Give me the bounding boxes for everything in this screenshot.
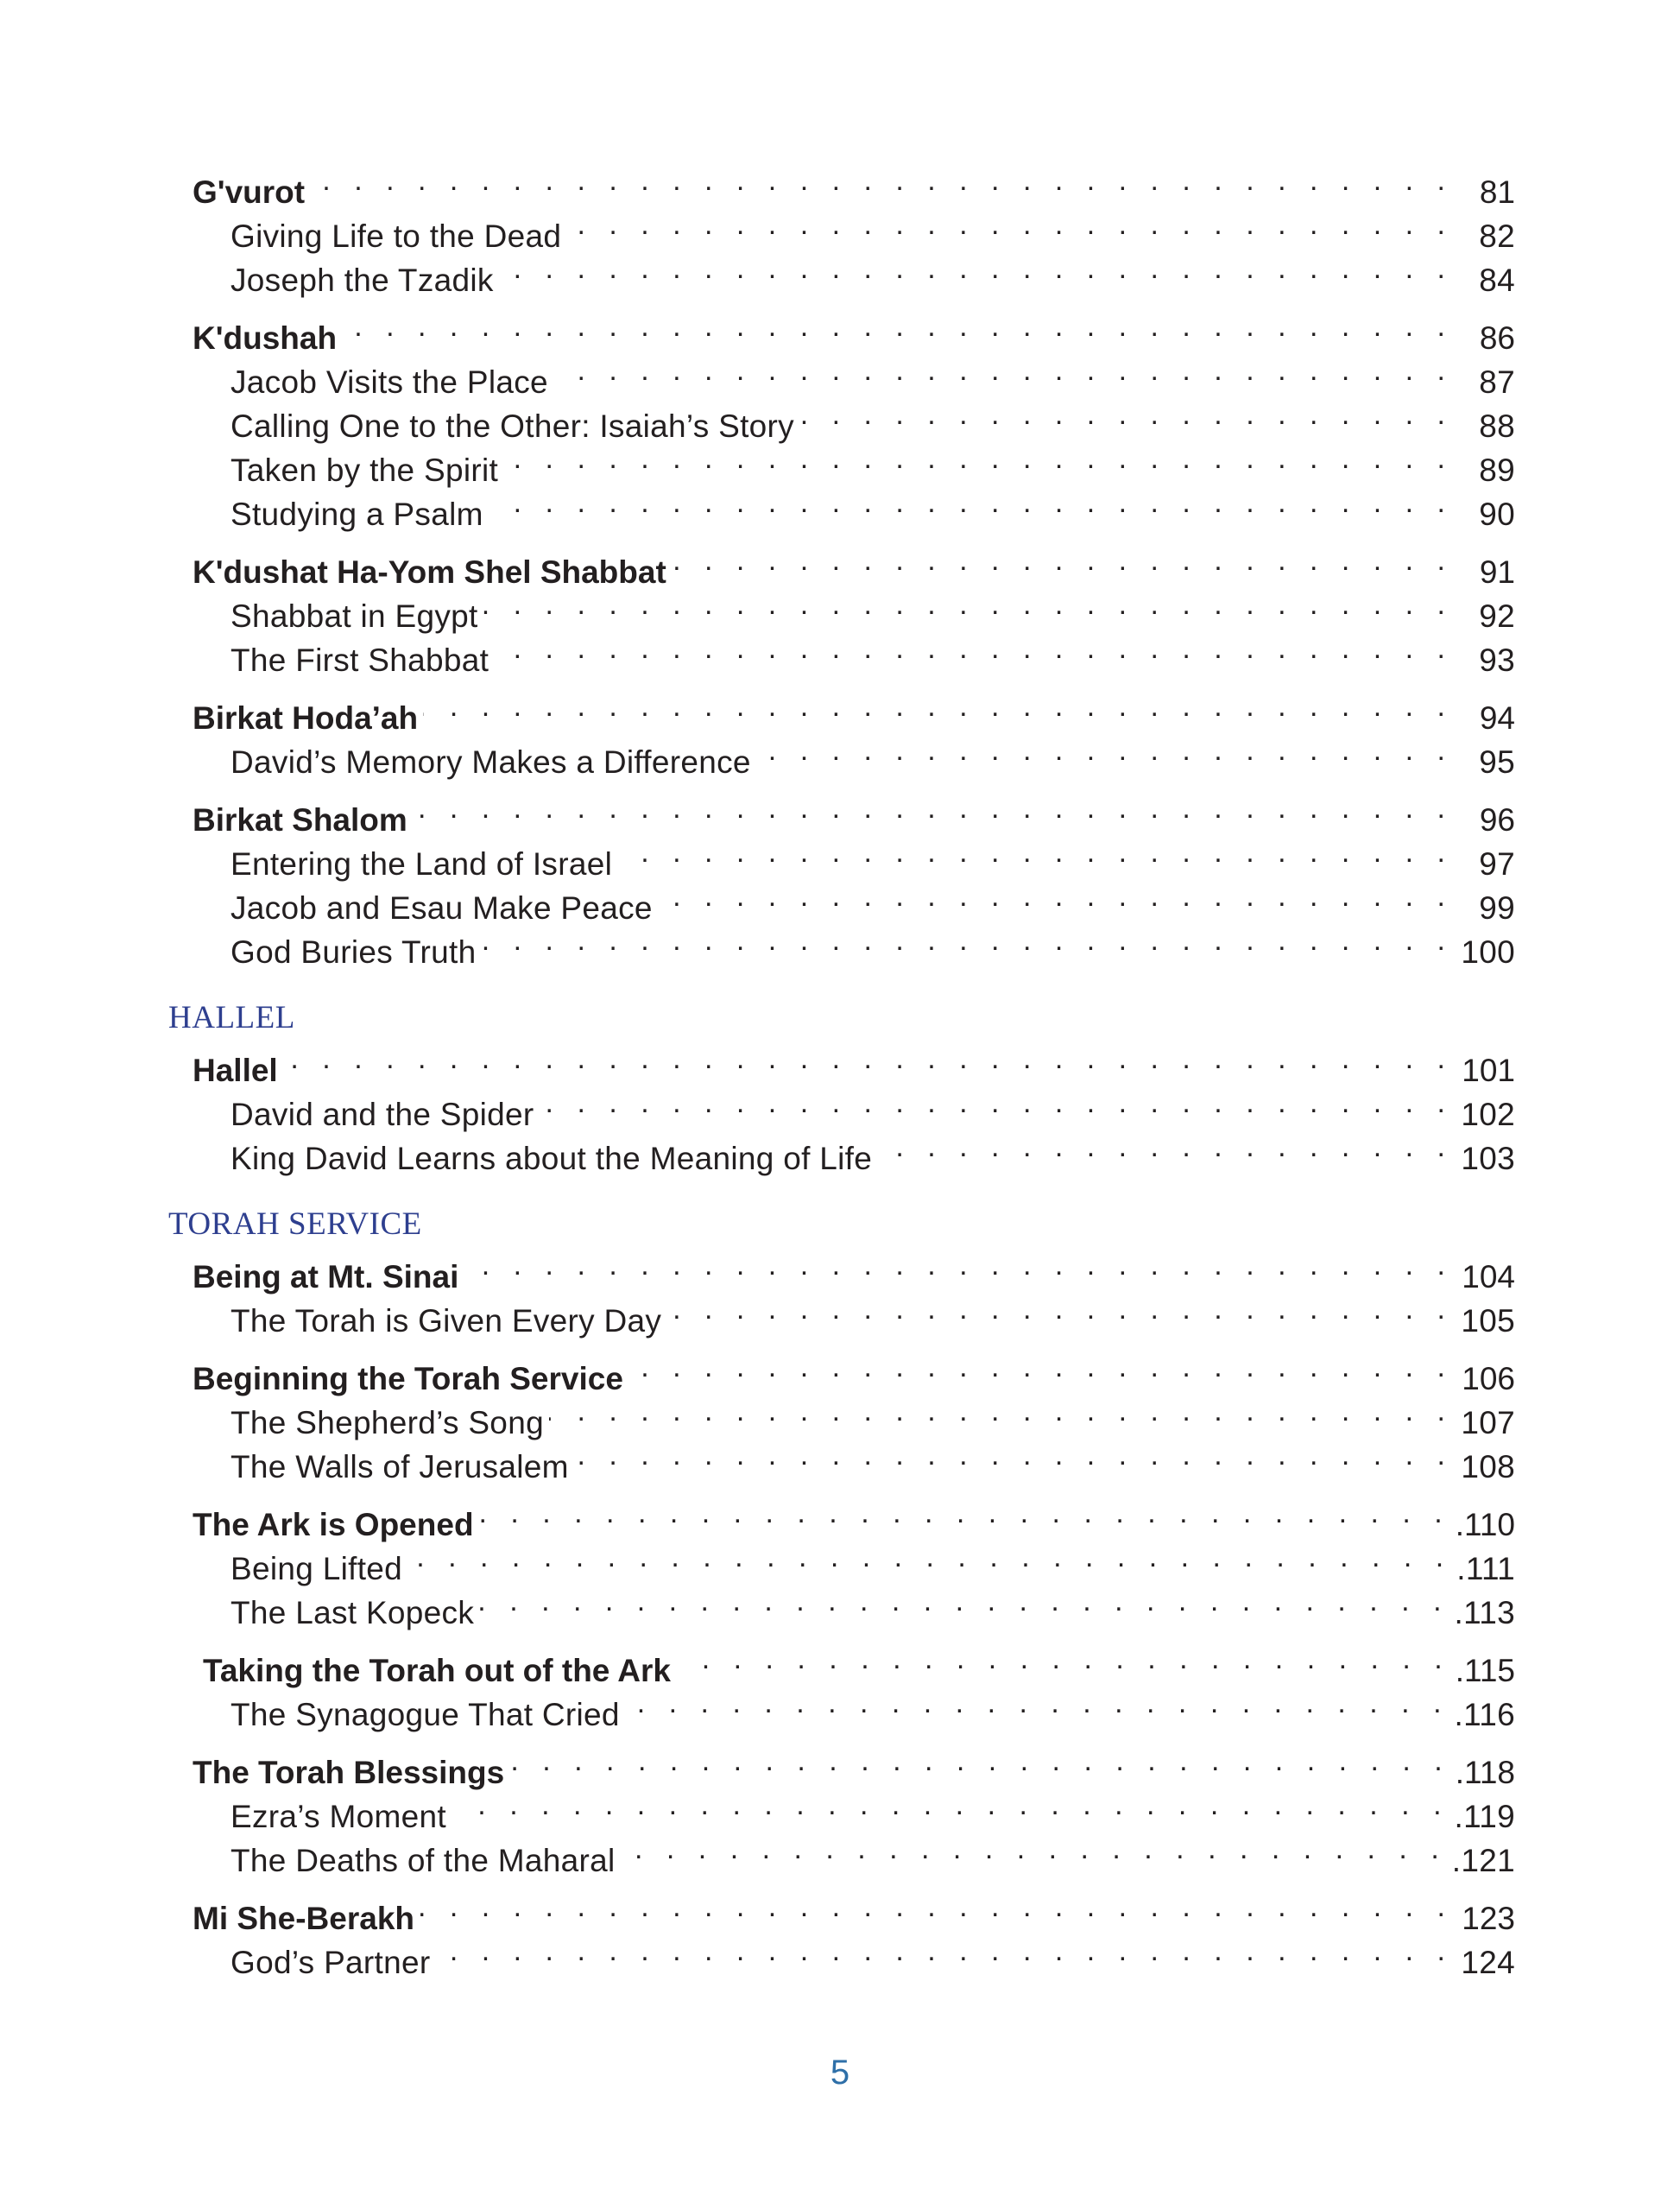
dot-leader [625,1681,1449,1725]
toc-entry-main[interactable] [168,787,1515,838]
dot-leader [621,1827,1447,1871]
toc-entry-main[interactable] [168,1244,1515,1294]
toc-entry-title: Birkat Shalom [193,802,407,838]
dot-leader [628,1345,1453,1389]
toc-entry-title: The Deaths of the Maharal [231,1843,616,1878]
dot-leader [479,1579,1449,1624]
toc-page-number: 101 [1462,1053,1515,1088]
toc-page-number: .113 [1454,1595,1515,1630]
table-of-contents [168,159,1515,1980]
dot-leader [464,1244,1453,1288]
toc-entry-title: God’s Partner [231,1945,431,1980]
toc-entry-sub[interactable] [168,1081,1515,1132]
dot-leader [499,247,1453,291]
toc-entry-title: Being Lifted [231,1551,403,1586]
dot-leader [482,919,1454,963]
toc-page-number: 108 [1461,1449,1515,1484]
dot-leader [494,627,1453,671]
toc-page-number: .111 [1456,1551,1515,1586]
toc-entry-main[interactable] [168,539,1515,590]
section-heading-torah-service: TORAH SERVICE [168,1206,422,1242]
toc-entry-title: Taken by the Spirit [231,453,499,488]
dot-leader [503,437,1453,481]
toc-entry-title: Birkat Hoda’ah [193,700,419,736]
dot-leader [574,1434,1453,1478]
toc-entry-title: David’s Memory Makes a Difference [231,744,751,780]
page-number: 5 [830,2054,850,2092]
toc-entry-main[interactable] [168,1491,1515,1542]
toc-entry-title: The Shepherd’s Song [231,1405,544,1440]
toc-entry-title: Being at Mt. Sinai [193,1259,459,1294]
dot-leader [479,1491,1450,1535]
toc-entry-title: K'dushat Ha-Yom Shel Shabbat [193,554,666,590]
section-heading-hallel: HALLEL [168,1000,295,1035]
toc-entry-sub[interactable] [168,349,1515,400]
toc-entry-title: Joseph the Tzadik [231,263,494,298]
toc-page-number: .110 [1455,1507,1515,1542]
dot-leader [423,685,1453,729]
dot-leader [489,481,1453,525]
toc-entry-title: The Last Kopeck [231,1595,475,1630]
toc-entry-main[interactable] [168,685,1515,736]
dot-leader [540,1081,1453,1125]
toc-page-number: 95 [1479,744,1515,780]
toc-entry-main[interactable] [168,1345,1515,1396]
dot-leader [420,1885,1453,1929]
toc-entry-title: Mi She-Berakh [193,1901,415,1936]
toc-page-number: 99 [1479,890,1515,926]
dot-leader [553,349,1453,393]
toc-page-number: 97 [1479,846,1515,882]
toc-page-number: .116 [1454,1697,1515,1732]
dot-leader [407,1535,1451,1579]
toc-entry-title: Jacob and Esau Make Peace [231,890,653,926]
toc-entry-title: David and the Spider [231,1097,534,1132]
dot-leader [342,305,1453,349]
dot-leader [617,831,1453,875]
dot-leader [452,1783,1449,1827]
toc-entry-title: Entering the Land of Israel [231,846,613,882]
toc-page-number: .118 [1455,1755,1515,1790]
toc-page-number: 92 [1479,598,1515,634]
dot-leader [549,1389,1453,1434]
dot-leader [877,1125,1453,1169]
toc-page-number: 84 [1479,263,1515,298]
toc-entry-title: God Buries Truth [231,934,477,970]
dot-leader [658,875,1453,919]
toc-entry-title: Beginning the Torah Service [193,1361,623,1396]
toc-page-number: 93 [1479,642,1515,678]
toc-page-number: 96 [1479,802,1515,838]
toc-entry-title: The Ark is Opened [193,1507,474,1542]
toc-page-number: 86 [1479,320,1515,356]
dot-leader [283,1037,1453,1081]
toc-page-number: 87 [1479,364,1515,400]
dot-leader [413,787,1453,831]
dot-leader [566,203,1453,247]
toc-entry-title: Taking the Torah out of the Ark [203,1653,671,1688]
dot-leader [756,729,1453,773]
dot-leader [483,583,1453,627]
toc-page-number: 102 [1461,1097,1515,1132]
toc-entry-main[interactable] [168,1739,1515,1790]
toc-entry-sub[interactable] [168,203,1515,254]
dot-leader [799,393,1453,437]
dot-leader [666,1288,1453,1332]
toc-page-number: 82 [1479,218,1515,254]
toc-page-number: .115 [1455,1653,1515,1688]
toc-entry-main[interactable] [168,1885,1515,1936]
dot-leader [676,1637,1450,1681]
toc-entry-title: Hallel [193,1053,278,1088]
dot-leader [672,539,1453,583]
dot-leader [436,1929,1453,1973]
toc-page-number: .121 [1451,1843,1515,1878]
toc-page-number: 81 [1479,174,1515,210]
toc-entry-title: The Torah Blessings [193,1755,505,1790]
dot-leader [509,1739,1450,1783]
toc-entry-title: G'vurot [193,174,306,210]
toc-page-number: 123 [1462,1901,1515,1936]
toc-page-number: 89 [1479,453,1515,488]
toc-entry-main[interactable] [168,305,1515,356]
toc-page-number: 105 [1461,1303,1515,1339]
toc-page-number: .119 [1454,1799,1515,1834]
toc-page-number: 88 [1479,408,1515,444]
toc-entry-title: Calling One to the Other: Isaiah’s Story [231,408,794,444]
toc-entry-title: Ezra’s Moment [231,1799,446,1834]
toc-page-number: 94 [1479,700,1515,736]
toc-entry-main[interactable] [168,159,1515,210]
toc-entry-title: King David Learns about the Meaning of Life [231,1141,873,1176]
toc-page-number: 103 [1461,1141,1515,1176]
toc-entry-title: Jacob Visits the Place [231,364,548,400]
toc-entry-title: Giving Life to the Dead [231,218,562,254]
toc-page-number: 100 [1461,934,1515,970]
toc-entry-title: The Synagogue That Cried [231,1697,620,1732]
toc-page-number: 124 [1461,1945,1515,1980]
toc-page-number: 104 [1462,1259,1515,1294]
toc-entry-main[interactable] [168,1037,1515,1088]
toc-entry-title: The Torah is Given Every Day [231,1303,662,1339]
toc-page-number: 107 [1461,1405,1515,1440]
toc-entry-title: The Walls of Jerusalem [231,1449,569,1484]
dot-leader [310,159,1453,203]
toc-entry-main[interactable] [168,1637,1515,1688]
toc-entry-title: K'dushah [193,320,338,356]
toc-entry-title: Studying a Psalm [231,497,483,532]
toc-entry-title: Shabbat in Egypt [231,598,478,634]
toc-page-number: 90 [1479,497,1515,532]
toc-page-number: 106 [1462,1361,1515,1396]
toc-entry-title: The First Shabbat [231,642,489,678]
toc-page-number: 91 [1479,554,1515,590]
